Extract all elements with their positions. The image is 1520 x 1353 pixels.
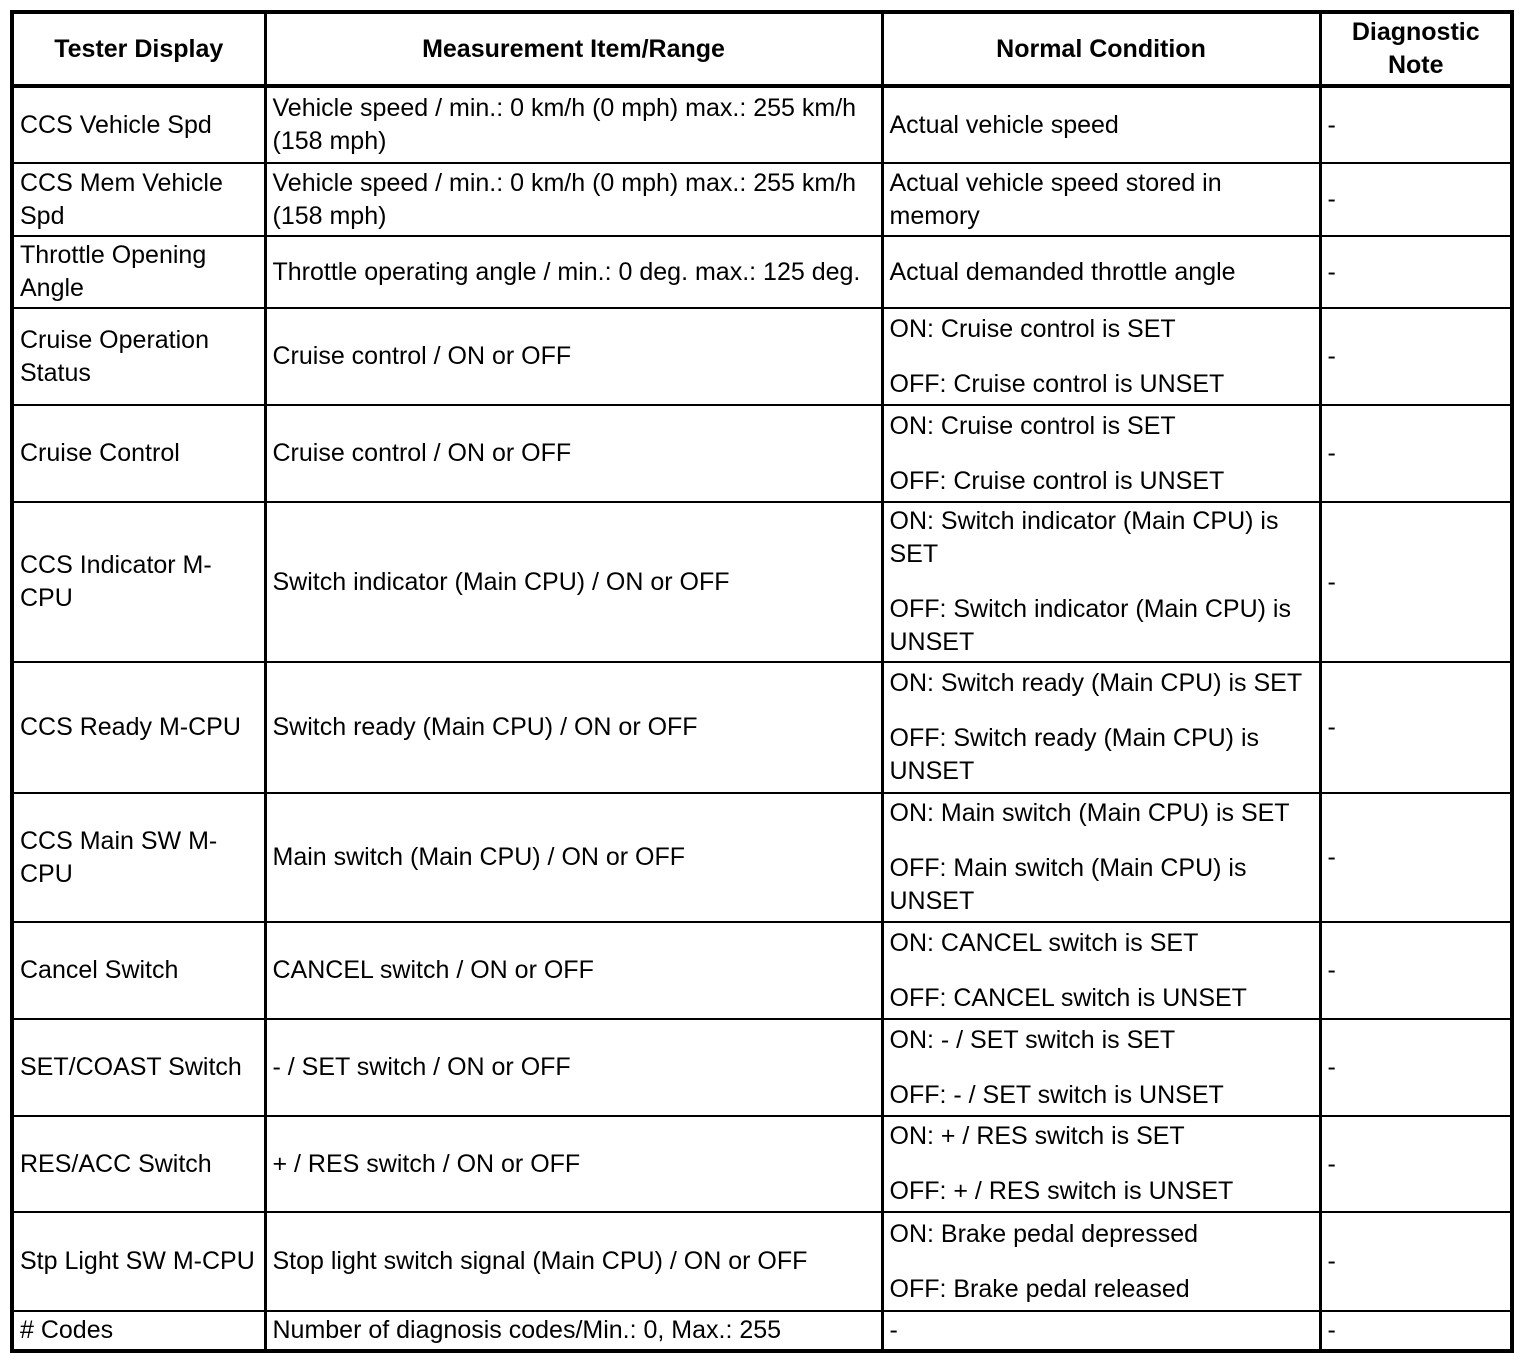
cell-normal-condition <box>882 1116 1320 1212</box>
condition-line: OFF: Brake pedal released <box>889 1274 1190 1303</box>
cell-measurement-item-range: Throttle operating angle / min.: 0 deg. max.: 125 deg. <box>265 236 882 308</box>
table-row <box>12 1311 1512 1351</box>
condition-line: Actual demanded throttle angle <box>889 257 1236 286</box>
cell-normal-condition <box>882 405 1320 502</box>
table-header <box>12 12 1512 86</box>
cell-diagnostic-note: - <box>1320 922 1512 1019</box>
table-body <box>12 86 1512 1351</box>
cell-diagnostic-note: - <box>1320 236 1512 308</box>
cell-diagnostic-note: - <box>1320 1019 1512 1116</box>
table-row <box>12 308 1512 405</box>
table-row <box>12 163 1512 236</box>
cell-measurement-item-range: Number of diagnosis codes/Min.: 0, Max.: 255 <box>265 1311 882 1351</box>
condition-line: OFF: Switch indicator (Main CPU) is UNSET <box>889 595 1291 656</box>
table-row <box>12 1116 1512 1212</box>
header-diagnostic-note: Diagnostic Note <box>1320 12 1512 86</box>
table-row <box>12 793 1512 922</box>
cell-normal-condition <box>882 163 1320 236</box>
condition-line: ON: CANCEL switch is SET <box>889 928 1199 957</box>
condition-line: ON: - / SET switch is SET <box>889 1025 1176 1054</box>
table-header-row <box>12 12 1512 86</box>
cell-normal-condition <box>882 662 1320 793</box>
cell-diagnostic-note: - <box>1320 405 1512 502</box>
cell-measurement-item-range: Stop light switch signal (Main CPU) / ON or OFF <box>265 1212 882 1311</box>
cell-tester-display: Cruise Control <box>12 405 265 502</box>
condition-line: ON: Switch ready (Main CPU) is SET <box>889 669 1303 697</box>
cell-normal-condition <box>882 502 1320 662</box>
diagnostic-data-table <box>10 10 1514 1353</box>
cell-tester-display: CCS Indicator M-CPU <box>12 502 265 662</box>
cell-diagnostic-note: - <box>1320 793 1512 922</box>
cell-tester-display: Throttle Opening Angle <box>12 236 265 308</box>
condition-line: OFF: Cruise control is UNSET <box>889 369 1225 398</box>
condition-line: OFF: Main switch (Main CPU) is UNSET <box>889 854 1247 915</box>
condition-line: ON: Brake pedal depressed <box>889 1219 1199 1248</box>
cell-measurement-item-range: + / RES switch / ON or OFF <box>265 1116 882 1212</box>
table-row <box>12 1019 1512 1116</box>
cell-measurement-item-range: Cruise control / ON or OFF <box>265 308 882 405</box>
cell-diagnostic-note: - <box>1320 502 1512 662</box>
table-row <box>12 405 1512 502</box>
table-row <box>12 86 1512 163</box>
table-row <box>12 502 1512 662</box>
cell-tester-display: Cancel Switch <box>12 922 265 1019</box>
cell-normal-condition <box>882 793 1320 922</box>
header-tester-display: Tester Display <box>12 12 265 86</box>
cell-diagnostic-note: - <box>1320 1116 1512 1212</box>
cell-normal-condition <box>882 1311 1320 1351</box>
cell-tester-display: CCS Ready M-CPU <box>12 662 265 793</box>
cell-diagnostic-note: - <box>1320 163 1512 236</box>
table-row <box>12 662 1512 793</box>
condition-line: ON: Switch indicator (Main CPU) is SET <box>889 507 1279 568</box>
table-row <box>12 1212 1512 1311</box>
cell-normal-condition <box>882 236 1320 308</box>
cell-diagnostic-note: - <box>1320 308 1512 405</box>
cell-normal-condition <box>882 922 1320 1019</box>
cell-tester-display: CCS Mem Vehicle Spd <box>12 163 265 236</box>
cell-diagnostic-note: - <box>1320 662 1512 793</box>
table-row <box>12 236 1512 308</box>
cell-diagnostic-note: - <box>1320 1212 1512 1311</box>
cell-diagnostic-note: - <box>1320 86 1512 163</box>
condition-line: OFF: Cruise control is UNSET <box>889 466 1225 495</box>
cell-measurement-item-range: Vehicle speed / min.: 0 km/h (0 mph) max.: 255 km/h (158 mph) <box>265 86 882 163</box>
cell-measurement-item-range: Switch ready (Main CPU) / ON or OFF <box>265 662 882 793</box>
cell-measurement-item-range: Switch indicator (Main CPU) / ON or OFF <box>265 502 882 662</box>
condition-line: OFF: CANCEL switch is UNSET <box>889 983 1247 1012</box>
cell-diagnostic-note: - <box>1320 1311 1512 1351</box>
table-row <box>12 922 1512 1019</box>
cell-tester-display: CCS Vehicle Spd <box>12 86 265 163</box>
cell-measurement-item-range: - / SET switch / ON or OFF <box>265 1019 882 1116</box>
condition-line: Actual vehicle speed stored in memory <box>889 168 1222 230</box>
condition-line: ON: Cruise control is SET <box>889 314 1176 343</box>
cell-tester-display: RES/ACC Switch <box>12 1116 265 1212</box>
cell-normal-condition <box>882 1019 1320 1116</box>
cell-tester-display: SET/COAST Switch <box>12 1019 265 1116</box>
cell-tester-display: Stp Light SW M-CPU <box>12 1212 265 1311</box>
cell-tester-display: CCS Main SW M-CPU <box>12 793 265 922</box>
cell-measurement-item-range: Main switch (Main CPU) / ON or OFF <box>265 793 882 922</box>
condition-line: OFF: Switch ready (Main CPU) is UNSET <box>889 724 1260 785</box>
condition-line: OFF: - / SET switch is UNSET <box>889 1080 1224 1109</box>
header-normal-condition: Normal Condition <box>882 12 1320 86</box>
header-measurement-item-range: Measurement Item/Range <box>265 12 882 86</box>
cell-measurement-item-range: Cruise control / ON or OFF <box>265 405 882 502</box>
cell-normal-condition <box>882 86 1320 163</box>
cell-tester-display: # Codes <box>12 1311 265 1351</box>
cell-normal-condition <box>882 308 1320 405</box>
condition-line: - <box>889 1316 898 1344</box>
condition-line: ON: Main switch (Main CPU) is SET <box>889 799 1290 827</box>
cell-measurement-item-range: Vehicle speed / min.: 0 km/h (0 mph) max.: 255 km/h (158 mph) <box>265 163 882 236</box>
condition-line: ON: + / RES switch is SET <box>889 1122 1185 1150</box>
cell-measurement-item-range: CANCEL switch / ON or OFF <box>265 922 882 1019</box>
condition-line: ON: Cruise control is SET <box>889 411 1176 440</box>
condition-line: Actual vehicle speed <box>889 110 1119 139</box>
cell-tester-display: Cruise Operation Status <box>12 308 265 405</box>
condition-line: OFF: + / RES switch is UNSET <box>889 1177 1234 1205</box>
cell-normal-condition <box>882 1212 1320 1311</box>
